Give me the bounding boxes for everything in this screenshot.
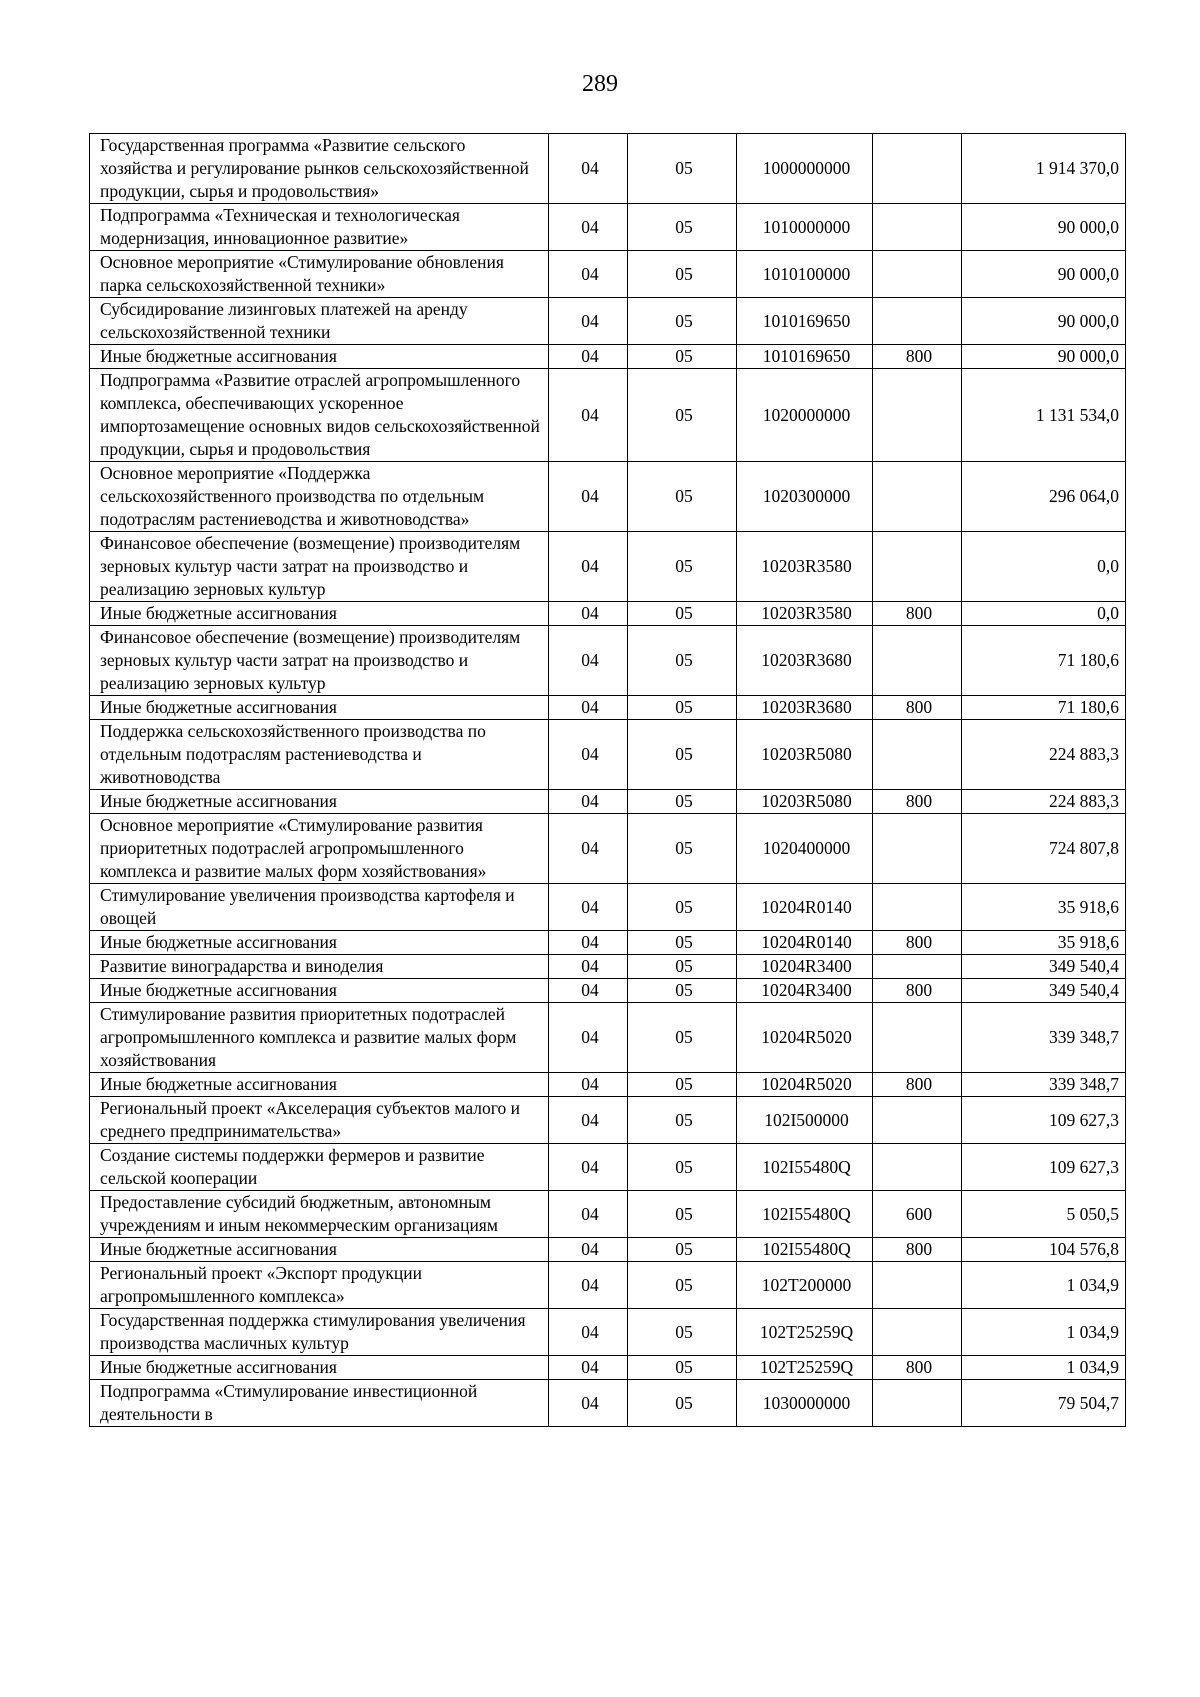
row-target-article: 1020300000: [737, 462, 873, 532]
row-target-article: 10204R3400: [737, 955, 873, 979]
row-expense-type: [873, 720, 962, 790]
row-section-code: 04: [549, 1238, 628, 1262]
row-name: Финансовое обеспечение (возмещение) производителям зерновых культур части затрат на производство и реализацию зерновых культур: [90, 532, 549, 602]
row-expense-type: [873, 626, 962, 696]
table-row: [90, 1262, 1126, 1309]
row-expense-type: 600: [873, 1191, 962, 1238]
table-row: [90, 204, 1126, 251]
row-section-code: 04: [549, 532, 628, 602]
row-section-code: 04: [549, 626, 628, 696]
row-target-article: 10204R0140: [737, 884, 873, 931]
row-section-code: 04: [549, 979, 628, 1003]
row-name: Подпрограмма «Стимулирование инвестиционной деятельности в: [90, 1380, 549, 1427]
table-row: [90, 696, 1126, 720]
row-subsection-code: 05: [628, 955, 737, 979]
row-subsection-code: 05: [628, 1097, 737, 1144]
row-target-article: 1030000000: [737, 1380, 873, 1427]
row-name: Иные бюджетные ассигнования: [90, 790, 549, 814]
row-subsection-code: 05: [628, 1262, 737, 1309]
row-amount: 349 540,4: [962, 955, 1126, 979]
table-row: [90, 602, 1126, 626]
row-section-code: 04: [549, 1356, 628, 1380]
row-expense-type: [873, 204, 962, 251]
row-expense-type: [873, 1262, 962, 1309]
row-name: Стимулирование развития приоритетных подотраслей агропромышленного комплекса и развитие малых форм хозяйствования: [90, 1003, 549, 1073]
row-name: Подпрограмма «Техническая и технологическая модернизация, инновационное развитие»: [90, 204, 549, 251]
row-amount: 724 807,8: [962, 814, 1126, 884]
row-section-code: 04: [549, 134, 628, 204]
row-amount: 104 576,8: [962, 1238, 1126, 1262]
row-section-code: 04: [549, 696, 628, 720]
row-subsection-code: 05: [628, 884, 737, 931]
row-amount: 90 000,0: [962, 345, 1126, 369]
row-section-code: 04: [549, 298, 628, 345]
row-section-code: 04: [549, 1262, 628, 1309]
table-row: [90, 884, 1126, 931]
row-name: Субсидирование лизинговых платежей на аренду сельскохозяйственной техники: [90, 298, 549, 345]
row-target-article: 10204R0140: [737, 931, 873, 955]
row-amount: 79 504,7: [962, 1380, 1126, 1427]
table-row: [90, 626, 1126, 696]
row-target-article: 10203R3680: [737, 696, 873, 720]
row-subsection-code: 05: [628, 1003, 737, 1073]
row-section-code: 04: [549, 602, 628, 626]
table-row: [90, 1003, 1126, 1073]
row-expense-type: [873, 1309, 962, 1356]
page-number: 289: [582, 71, 618, 97]
row-name: Иные бюджетные ассигнования: [90, 931, 549, 955]
row-expense-type: [873, 462, 962, 532]
row-expense-type: [873, 884, 962, 931]
row-target-article: 10203R5080: [737, 720, 873, 790]
row-section-code: 04: [549, 204, 628, 251]
row-amount: 1 034,9: [962, 1309, 1126, 1356]
row-subsection-code: 05: [628, 1073, 737, 1097]
row-subsection-code: 05: [628, 532, 737, 602]
row-subsection-code: 05: [628, 626, 737, 696]
table-row: [90, 251, 1126, 298]
row-name: Развитие виноградарства и виноделия: [90, 955, 549, 979]
row-expense-type: 800: [873, 602, 962, 626]
row-target-article: 1010169650: [737, 345, 873, 369]
row-target-article: 1010169650: [737, 298, 873, 345]
row-subsection-code: 05: [628, 931, 737, 955]
row-expense-type: 800: [873, 1238, 962, 1262]
row-amount: 109 627,3: [962, 1144, 1126, 1191]
row-expense-type: 800: [873, 696, 962, 720]
row-subsection-code: 05: [628, 979, 737, 1003]
row-subsection-code: 05: [628, 1191, 737, 1238]
row-subsection-code: 05: [628, 1356, 737, 1380]
row-name: Иные бюджетные ассигнования: [90, 696, 549, 720]
row-expense-type: [873, 1097, 962, 1144]
row-section-code: 04: [549, 345, 628, 369]
table-row: [90, 1309, 1126, 1356]
row-name: Иные бюджетные ассигнования: [90, 1356, 549, 1380]
table-row: [90, 955, 1126, 979]
table-row: [90, 1191, 1126, 1238]
row-amount: 109 627,3: [962, 1097, 1126, 1144]
row-target-article: 102T25259Q: [737, 1356, 873, 1380]
row-target-article: 102I500000: [737, 1097, 873, 1144]
row-section-code: 04: [549, 814, 628, 884]
row-section-code: 04: [549, 1097, 628, 1144]
row-amount: 71 180,6: [962, 626, 1126, 696]
row-expense-type: [873, 298, 962, 345]
row-subsection-code: 05: [628, 462, 737, 532]
row-expense-type: 800: [873, 979, 962, 1003]
row-target-article: 10204R3400: [737, 979, 873, 1003]
row-section-code: 04: [549, 1003, 628, 1073]
row-target-article: 1020000000: [737, 369, 873, 462]
row-amount: 1 034,9: [962, 1356, 1126, 1380]
row-amount: 90 000,0: [962, 298, 1126, 345]
table-row: [90, 720, 1126, 790]
table-row: [90, 1073, 1126, 1097]
row-expense-type: 800: [873, 345, 962, 369]
table-row: [90, 814, 1126, 884]
row-subsection-code: 05: [628, 720, 737, 790]
row-amount: 224 883,3: [962, 720, 1126, 790]
row-expense-type: 800: [873, 1073, 962, 1097]
table-row: [90, 298, 1126, 345]
row-name: Финансовое обеспечение (возмещение) производителям зерновых культур части затрат на производство и реализацию зерновых культур: [90, 626, 549, 696]
row-target-article: 102I55480Q: [737, 1238, 873, 1262]
row-subsection-code: 05: [628, 1238, 737, 1262]
row-amount: 339 348,7: [962, 1003, 1126, 1073]
row-expense-type: [873, 134, 962, 204]
row-subsection-code: 05: [628, 790, 737, 814]
table-row: [90, 134, 1126, 204]
row-expense-type: 800: [873, 931, 962, 955]
row-target-article: 1000000000: [737, 134, 873, 204]
row-amount: 90 000,0: [962, 251, 1126, 298]
table-row: [90, 979, 1126, 1003]
row-target-article: 102I55480Q: [737, 1144, 873, 1191]
row-section-code: 04: [549, 790, 628, 814]
row-target-article: 10203R3580: [737, 602, 873, 626]
row-section-code: 04: [549, 251, 628, 298]
row-name: Иные бюджетные ассигнования: [90, 1238, 549, 1262]
row-section-code: 04: [549, 1073, 628, 1097]
row-amount: 1 131 534,0: [962, 369, 1126, 462]
row-name: Подпрограмма «Развитие отраслей агропромышленного комплекса, обеспечивающих ускоренное импортозамещение основных видов сельскохозяйственной продукции, сырья и продовольствия: [90, 369, 549, 462]
table-row: [90, 345, 1126, 369]
row-target-article: 10204R5020: [737, 1073, 873, 1097]
row-name: Основное мероприятие «Поддержка сельскохозяйственного производства по отдельным подотраслям растениеводства и животноводства»: [90, 462, 549, 532]
row-target-article: 102T25259Q: [737, 1309, 873, 1356]
row-name: Иные бюджетные ассигнования: [90, 602, 549, 626]
row-amount: 1 034,9: [962, 1262, 1126, 1309]
row-target-article: 10204R5020: [737, 1003, 873, 1073]
table-row: [90, 369, 1126, 462]
row-amount: 339 348,7: [962, 1073, 1126, 1097]
row-subsection-code: 05: [628, 134, 737, 204]
row-subsection-code: 05: [628, 298, 737, 345]
table-row: [90, 1356, 1126, 1380]
row-amount: 224 883,3: [962, 790, 1126, 814]
row-name: Предоставление субсидий бюджетным, автономным учреждениям и иным некоммерческим организациям: [90, 1191, 549, 1238]
row-expense-type: 800: [873, 1356, 962, 1380]
row-section-code: 04: [549, 1380, 628, 1427]
table-row: [90, 1144, 1126, 1191]
row-expense-type: [873, 955, 962, 979]
row-target-article: 1010000000: [737, 204, 873, 251]
budget-table: [89, 133, 1126, 1427]
row-expense-type: [873, 369, 962, 462]
row-name: Региональный проект «Акселерация субъектов малого и среднего предпринимательства»: [90, 1097, 549, 1144]
row-amount: 0,0: [962, 532, 1126, 602]
row-amount: 35 918,6: [962, 931, 1126, 955]
row-amount: 349 540,4: [962, 979, 1126, 1003]
row-target-article: 10203R5080: [737, 790, 873, 814]
row-expense-type: [873, 1380, 962, 1427]
row-name: Основное мероприятие «Стимулирование развития приоритетных подотраслей агропромышленного комплекса и развитие малых форм хозяйствования»: [90, 814, 549, 884]
row-subsection-code: 05: [628, 251, 737, 298]
row-amount: 71 180,6: [962, 696, 1126, 720]
table-row: [90, 462, 1126, 532]
row-amount: 1 914 370,0: [962, 134, 1126, 204]
row-target-article: 1020400000: [737, 814, 873, 884]
table-row: [90, 532, 1126, 602]
row-subsection-code: 05: [628, 345, 737, 369]
row-name: Иные бюджетные ассигнования: [90, 345, 549, 369]
row-name: Основное мероприятие «Стимулирование обновления парка сельскохозяйственной техники»: [90, 251, 549, 298]
row-amount: 35 918,6: [962, 884, 1126, 931]
row-subsection-code: 05: [628, 204, 737, 251]
row-name: Создание системы поддержки фермеров и развитие сельской кооперации: [90, 1144, 549, 1191]
row-subsection-code: 05: [628, 814, 737, 884]
row-subsection-code: 05: [628, 1144, 737, 1191]
row-expense-type: [873, 532, 962, 602]
row-target-article: 102I55480Q: [737, 1191, 873, 1238]
row-expense-type: 800: [873, 790, 962, 814]
row-target-article: 102T200000: [737, 1262, 873, 1309]
budget-table-body: [90, 134, 1126, 1427]
row-name: Иные бюджетные ассигнования: [90, 1073, 549, 1097]
row-amount: 296 064,0: [962, 462, 1126, 532]
row-section-code: 04: [549, 720, 628, 790]
row-subsection-code: 05: [628, 1309, 737, 1356]
row-section-code: 04: [549, 955, 628, 979]
row-target-article: 1010100000: [737, 251, 873, 298]
row-section-code: 04: [549, 1144, 628, 1191]
row-amount: 5 050,5: [962, 1191, 1126, 1238]
row-section-code: 04: [549, 369, 628, 462]
row-expense-type: [873, 251, 962, 298]
row-section-code: 04: [549, 462, 628, 532]
row-amount: 0,0: [962, 602, 1126, 626]
row-name: Региональный проект «Экспорт продукции агропромышленного комплекса»: [90, 1262, 549, 1309]
row-name: Поддержка сельскохозяйственного производства по отдельным подотраслям растениеводства и животноводства: [90, 720, 549, 790]
row-subsection-code: 05: [628, 369, 737, 462]
row-expense-type: [873, 814, 962, 884]
row-name: Иные бюджетные ассигнования: [90, 979, 549, 1003]
table-row: [90, 1097, 1126, 1144]
row-subsection-code: 05: [628, 696, 737, 720]
row-name: Государственная программа «Развитие сельского хозяйства и регулирование рынков сельскохозяйственной продукции, сырья и продовольствия»: [90, 134, 549, 204]
row-target-article: 10203R3680: [737, 626, 873, 696]
table-row: [90, 931, 1126, 955]
row-expense-type: [873, 1003, 962, 1073]
row-expense-type: [873, 1144, 962, 1191]
table-row: [90, 1238, 1126, 1262]
row-amount: 90 000,0: [962, 204, 1126, 251]
row-name: Государственная поддержка стимулирования увеличения производства масличных культур: [90, 1309, 549, 1356]
row-subsection-code: 05: [628, 1380, 737, 1427]
row-name: Стимулирование увеличения производства картофеля и овощей: [90, 884, 549, 931]
row-section-code: 04: [549, 931, 628, 955]
table-row: [90, 1380, 1126, 1427]
row-section-code: 04: [549, 884, 628, 931]
row-subsection-code: 05: [628, 602, 737, 626]
row-section-code: 04: [549, 1191, 628, 1238]
row-section-code: 04: [549, 1309, 628, 1356]
row-target-article: 10203R3580: [737, 532, 873, 602]
table-row: [90, 790, 1126, 814]
